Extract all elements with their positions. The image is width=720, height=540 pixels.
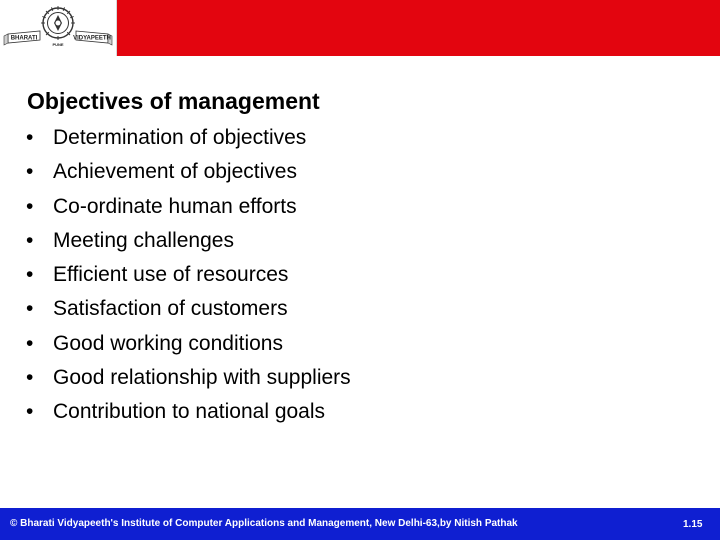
logo-emblem-icon	[0, 0, 117, 56]
list-item-text: Co-ordinate human efforts	[53, 194, 297, 218]
bullet-icon: •	[26, 400, 34, 424]
slide-title: Objectives of management	[27, 88, 320, 114]
bullet-icon: •	[26, 228, 34, 252]
institution-logo	[0, 0, 117, 56]
bullet-icon: •	[26, 366, 34, 390]
bullet-icon: •	[26, 297, 34, 321]
bullet-icon: •	[26, 263, 34, 287]
footer-bar	[0, 508, 720, 540]
logo-left-text: BHARATI	[10, 35, 38, 42]
bullet-icon: •	[26, 160, 34, 184]
slide-number: 1.15	[683, 519, 703, 530]
bullet-icon: •	[26, 331, 34, 355]
list-item-text: Satisfaction of customers	[53, 297, 288, 321]
bullet-icon: •	[26, 194, 34, 218]
footer-copyright: © Bharati Vidyapeeth's Institute of Computer Applications and Management, New Delhi-63,by Nitish Pathak	[10, 518, 518, 529]
bullet-icon: •	[26, 126, 34, 149]
list-item-text: Efficient use of resources	[53, 263, 289, 287]
list-item-text: Achievement of objectives	[53, 160, 297, 184]
logo-bottom-text: PUNE	[52, 42, 64, 47]
list-item-text: Determination of objectives	[53, 126, 307, 149]
list-item-text: Good working conditions	[53, 331, 283, 355]
logo-right-text: VIDYAPEETH	[73, 35, 111, 42]
list-item-text: Good relationship with suppliers	[53, 366, 351, 390]
list-item-text: Meeting challenges	[53, 228, 234, 252]
list-item-text: Contribution to national goals	[53, 400, 326, 424]
